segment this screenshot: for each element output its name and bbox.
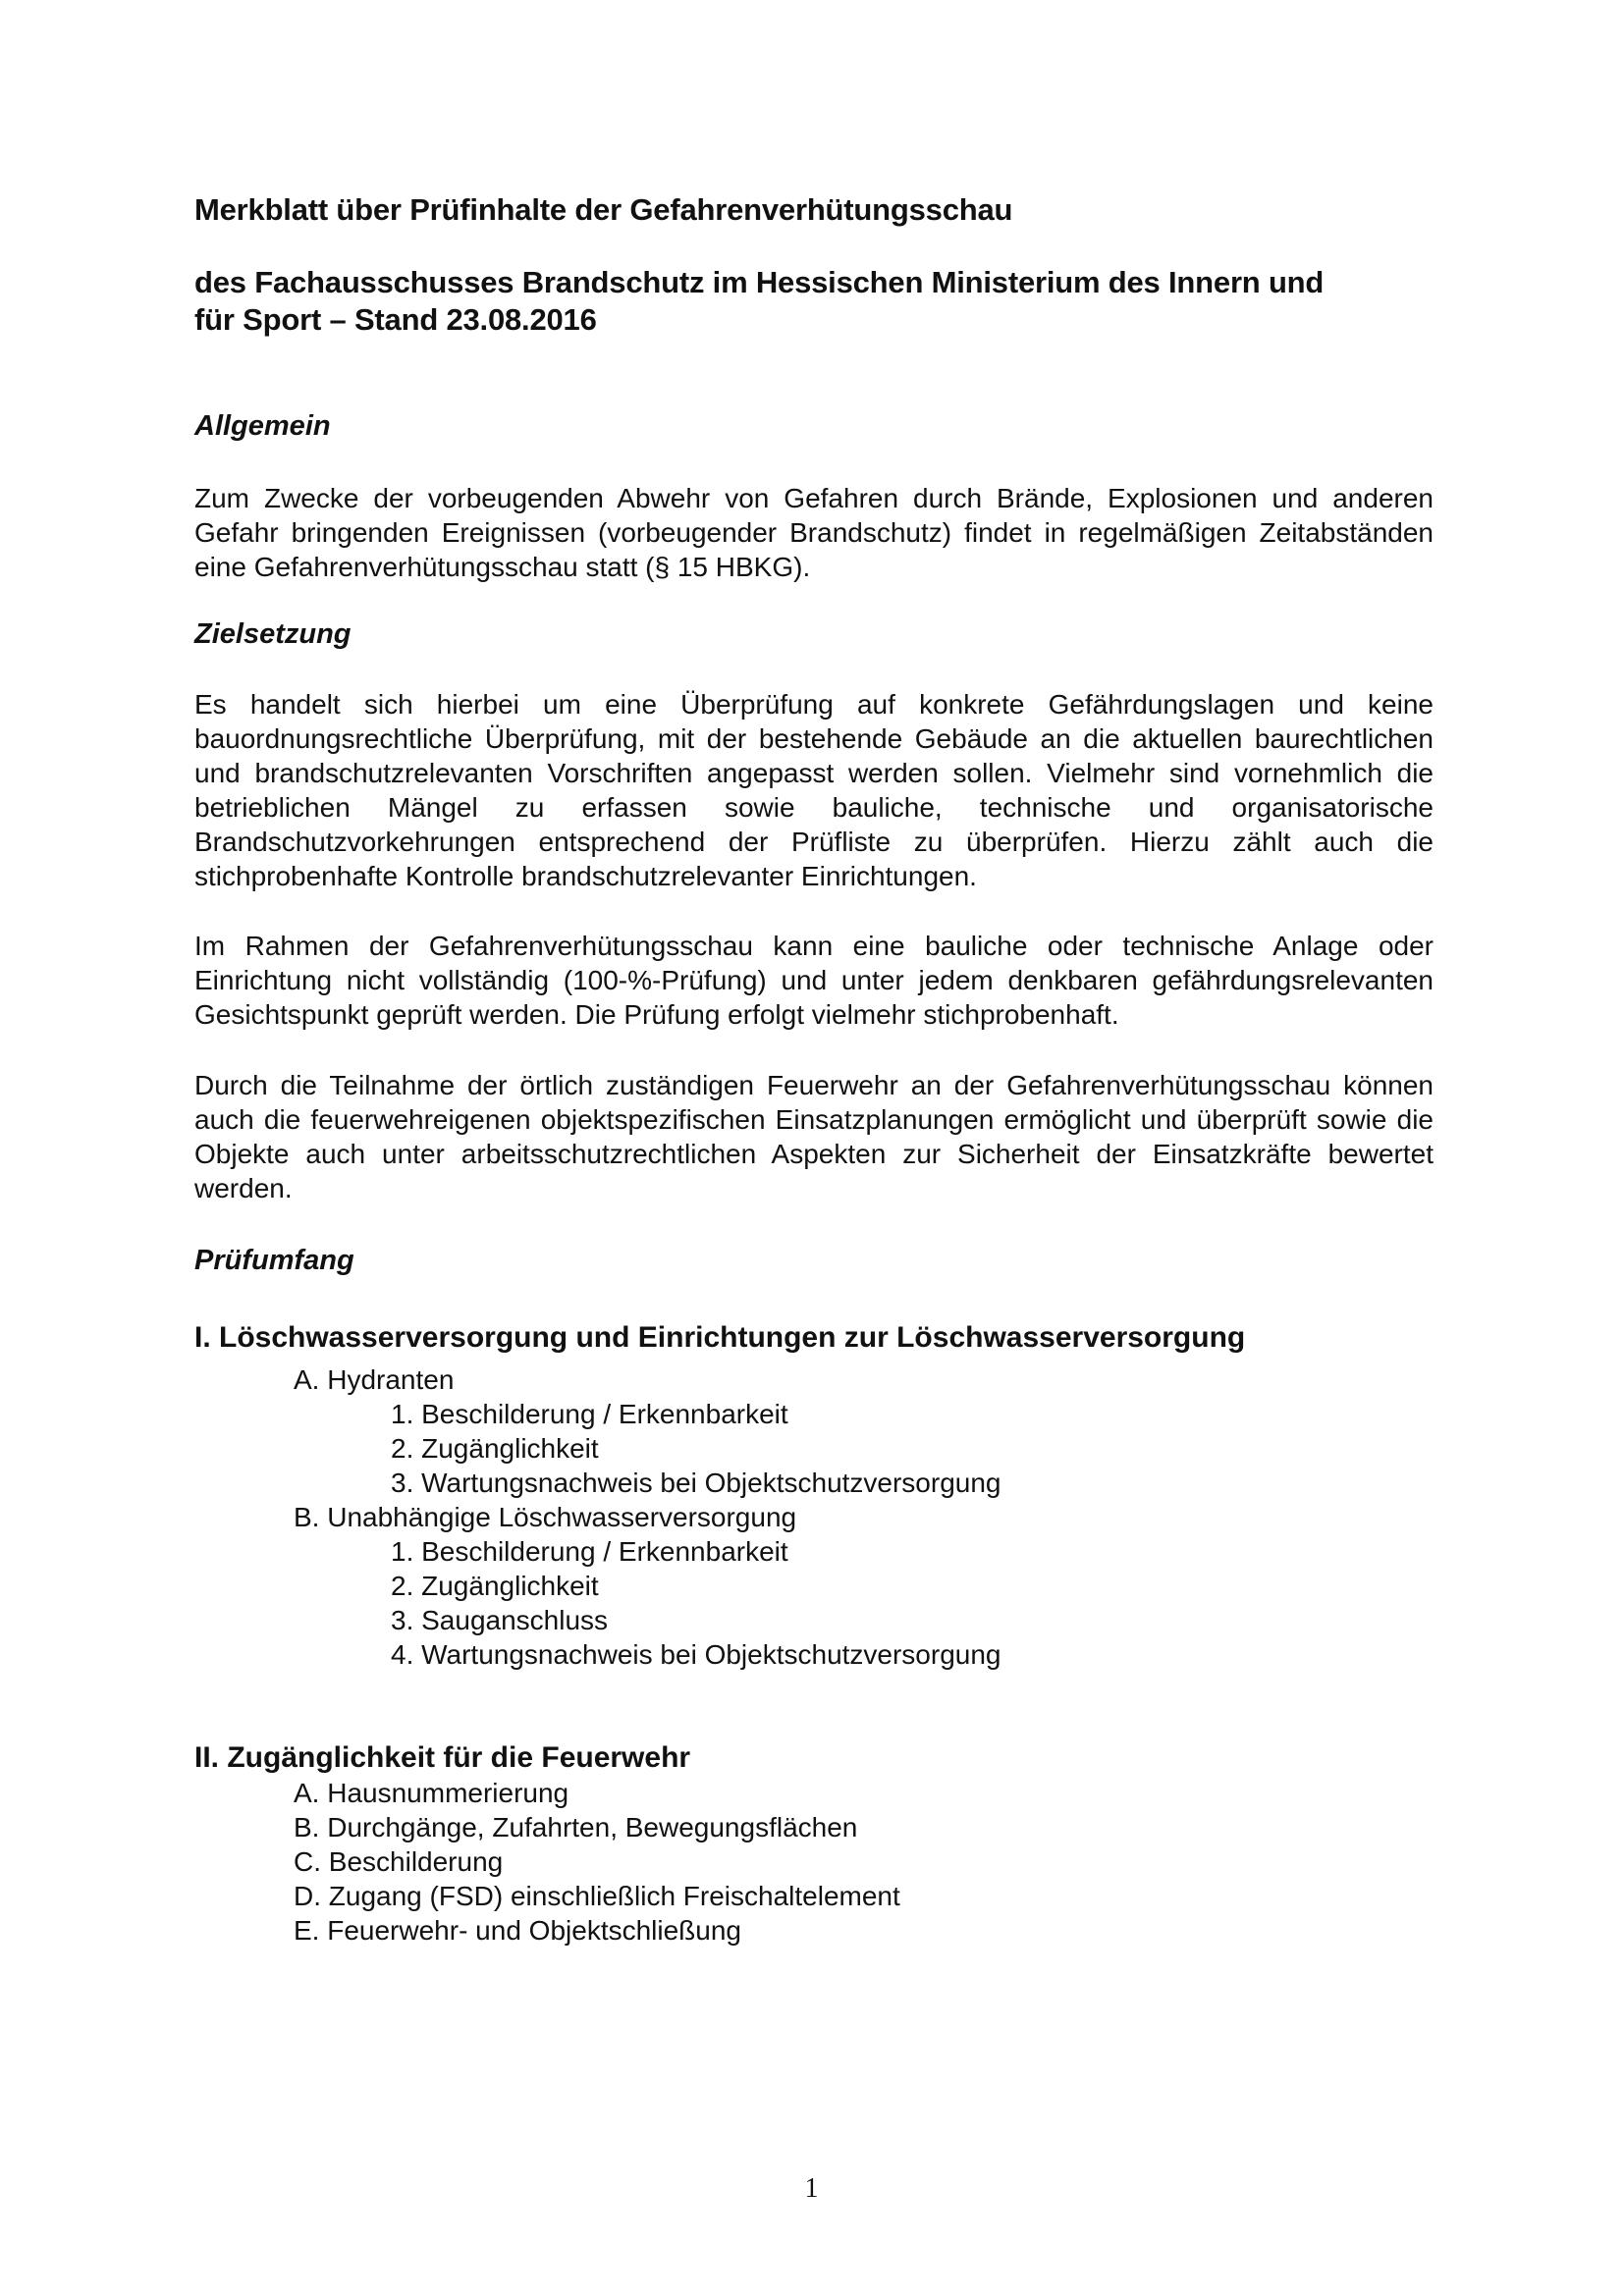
paragraph-zielsetzung-1 — [194, 687, 1434, 893]
paragraph-allgemein — [194, 481, 1434, 584]
list-subitem: 2. Zugänglichkeit — [391, 1433, 599, 1464]
paragraph-text: Durch die Teilnahme der örtlich zuständigen Feuerwehr an der Gefahrenverhütungsschau können auch die feuerwehreigenen objektspezifischen Einsatzplanungen ermöglicht und überprüft sowie die Objekte auch unter arbeitsschutzrechtlichen Aspekten zur Sicherheit der Einsatzkräfte bewertet werden. — [194, 1070, 1434, 1203]
list-subitem: 3. Wartungsnachweis bei Objektschutzversorgung — [391, 1468, 1001, 1498]
list-subitem: 4. Wartungsnachweis bei Objektschutzversorgung — [391, 1639, 1001, 1670]
paragraph-text: Es handelt sich hierbei um eine Überprüfung auf konkrete Gefährdungslagen und keine bauordnungsrechtliche Überprüfung, mit der bestehende Gebäude an die aktuellen baurechtlichen und brandschutzrelevanten Vorschriften angepasst werden sollen. Vielmehr sind vornehmlich die betrieblichen Mängel zu erfassen sowie bauliche, technische und organisatorische Brandschutzvorkehrungen entsprechend der Prüfliste zu überprüfen. Hierzu zählt auch die stichprobenhafte Kontrolle brandschutzrelevanter Einrichtungen. — [194, 689, 1434, 891]
section-heading-pruefumfang: Prüfumfang — [194, 1245, 354, 1276]
document-title: Merkblatt über Prüfinhalte der Gefahrenverhütungsschau — [194, 192, 1013, 227]
list-item: C. Beschilderung — [294, 1846, 504, 1877]
list-subitem: 1. Beschilderung / Erkennbarkeit — [391, 1536, 788, 1567]
page-number: 1 — [804, 2173, 819, 2204]
document-subtitle-line-2: für Sport – Stand 23.08.2016 — [194, 302, 597, 337]
list-item: A. Hausnummerierung — [294, 1778, 569, 1808]
list-item: B. Durchgänge, Zufahrten, Bewegungsflächen — [294, 1812, 858, 1842]
paragraph-zielsetzung-2 — [194, 929, 1434, 1032]
list-item: D. Zugang (FSD) einschließlich Freischaltelement — [294, 1881, 900, 1911]
list-subitem: 3. Sauganschluss — [391, 1605, 609, 1635]
section-heading-allgemein: Allgemein — [194, 410, 331, 442]
paragraph-zielsetzung-3 — [194, 1068, 1434, 1205]
list-item: B. Unabhängige Löschwasserversorgung — [294, 1502, 797, 1532]
list-item: E. Feuerwehr- und Objektschließung — [294, 1915, 741, 1946]
list-item: A. Hydranten — [294, 1364, 455, 1395]
section-heading-zielsetzung: Zielsetzung — [194, 618, 352, 650]
list-subitem: 1. Beschilderung / Erkennbarkeit — [391, 1399, 788, 1429]
paragraph-text: Zum Zwecke der vorbeugenden Abwehr von Gefahren durch Brände, Explosionen und anderen Gefahr bringenden Ereignissen (vorbeugender Brandschutz) findet in regelmäßigen Zeitabständen eine Gefahrenverhütungsschau statt (§ 15 HBKG). — [194, 483, 1434, 582]
list-subitem: 2. Zugänglichkeit — [391, 1571, 599, 1601]
list-group-title: II. Zugänglichkeit für die Feuerwehr — [194, 1741, 691, 1774]
paragraph-text: Im Rahmen der Gefahrenverhütungsschau kann eine bauliche oder technische Anlage oder Einrichtung nicht vollständig (100-%-Prüfung) und unter jedem denkbaren gefährdungsrelevanten Gesichtspunkt geprüft werden. Die Prüfung erfolgt vielmehr stichprobenhaft. — [194, 931, 1434, 1030]
document-subtitle-line-1: des Fachausschusses Brandschutz im Hessischen Ministerium des Innern und — [194, 265, 1325, 299]
list-group-title: I. Löschwasserversorgung und Einrichtungen zur Löschwasserversorgung — [194, 1321, 1246, 1354]
